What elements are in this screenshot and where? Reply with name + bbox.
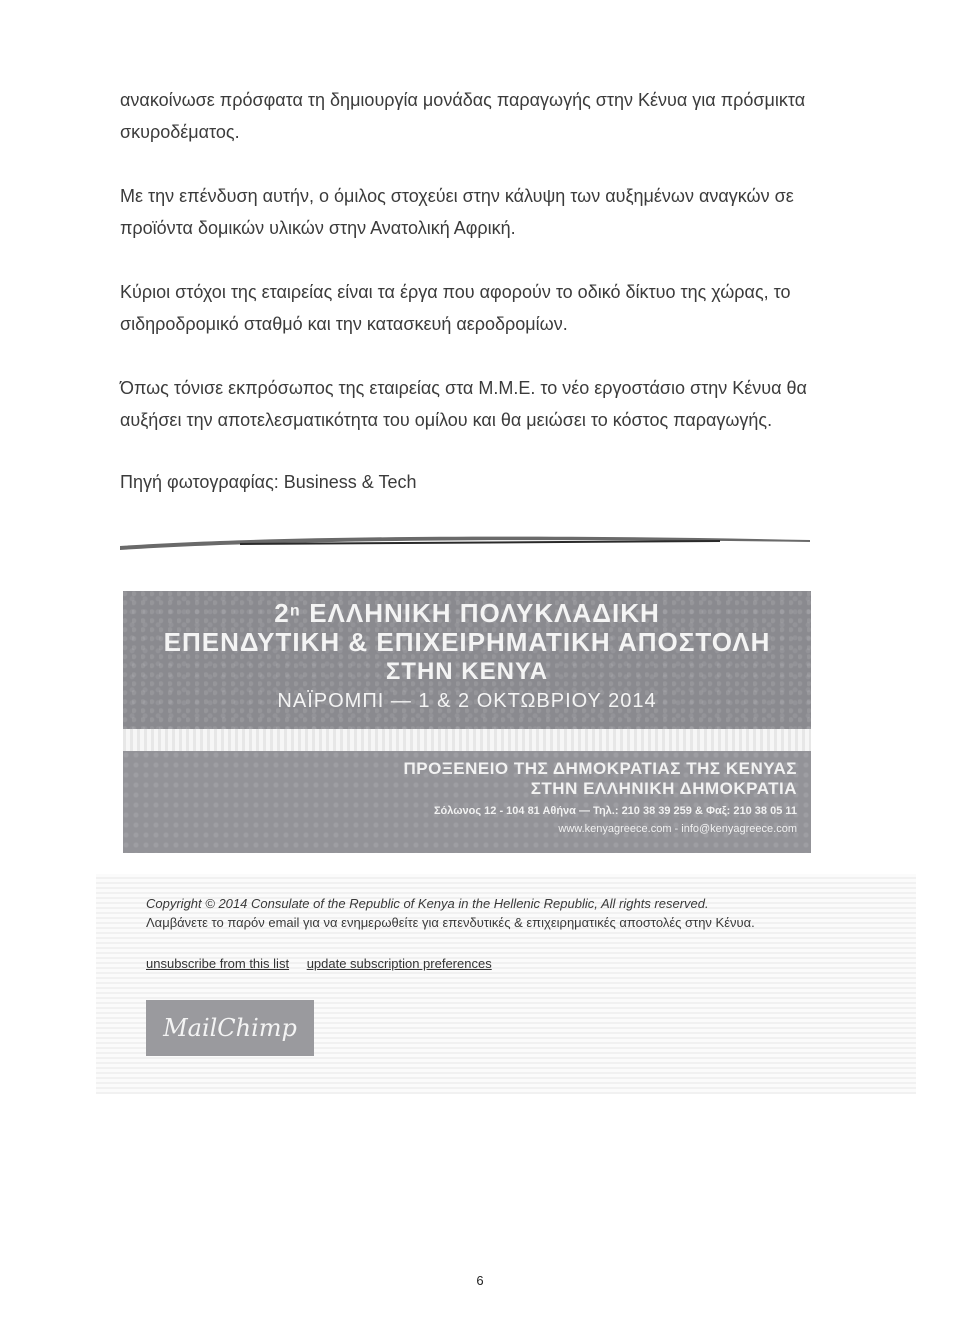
consulate-web: www.kenyagreece.com - info@kenyagreece.com bbox=[558, 823, 797, 835]
paragraph-intro: ανακοίνωσε πρόσφατα τη δημιουργία μονάδας παραγωγής στην Κένυα για πρόσμικτα σκυροδέματος. bbox=[120, 90, 806, 142]
mailchimp-logo[interactable]: MailChimp bbox=[146, 1000, 314, 1056]
divider-rule bbox=[120, 532, 810, 554]
photo-source: Πηγή φωτογραφίας: Business & Tech bbox=[120, 472, 417, 492]
update-preferences-link[interactable]: update subscription preferences bbox=[306, 956, 492, 971]
paragraph-goals: Κύριοι στόχοι της εταιρείας είναι τα έργα που αφορούν το οδικό δίκτυο της χώρας, το σιδηροδρομικό σταθμό και την κατασκευή αεροδρομίων. bbox=[120, 282, 791, 334]
mission-banner bbox=[123, 591, 811, 729]
paragraph-spokesperson: Όπως τόνισε εκπρόσωπος της εταιρείας στα Μ.Μ.Ε. το νέο εργοστάσιο στην Κένυα θα αυξήσει την αποτελεσματικότητα του ομίλου και θα μειώσει το κόστος παραγωγής. bbox=[120, 378, 807, 430]
consulate-title: ΠΡΟΞΕΝΕΙΟ ΤΗΣ ΔΗΜΟΚΡΑΤΙΑΣ ΤΗΣ ΚΕΝΥΑΣ bbox=[403, 759, 797, 778]
unsubscribe-link[interactable]: unsubscribe from this list bbox=[146, 956, 290, 971]
banner-line-3: ΣΤΗΝ ΚΕΝΥΑ bbox=[385, 658, 549, 685]
subscription-note: Λαμβάνετε το παρόν email για να ενημερωθείτε για επενδυτικές & επιχειρηματικές αποστολές στην Κένυα. bbox=[146, 915, 755, 930]
copyright-text: Copyright © 2014 Consulate of the Republic of Kenya in the Hellenic Republic, All rights reserved. bbox=[146, 896, 709, 911]
footer-links bbox=[146, 956, 506, 971]
banner-separator bbox=[123, 729, 811, 751]
banner-line-1: 2ⁿ ΕΛΛΗΝΙΚΗ ΠΟΛΥΚΛΑΔΙΚΗ bbox=[274, 598, 660, 628]
consulate-banner bbox=[123, 751, 811, 853]
consulate-address: Σόλωνος 12 - 104 81 Αθήνα — Τηλ.: 210 38 39 259 & Φαξ: 210 38 05 11 bbox=[433, 805, 797, 817]
paragraph-investment: Με την επένδυση αυτήν, ο όμιλος στοχεύει στην κάλυψη των αυξημένων αναγκών σε προϊόντα δομικών υλικών στην Ανατολική Αφρική. bbox=[120, 186, 794, 238]
consulate-subtitle: ΣΤΗΝ ΕΛΛΗΝΙΚΗ ΔΗΜΟΚΡΑΤΙΑ bbox=[530, 779, 797, 798]
page-number: 6 bbox=[476, 1273, 484, 1288]
banner-dates: ΝΑΪΡΟΜΠΙ — 1 & 2 ΟΚΤΩΒΡΙΟΥ 2014 bbox=[277, 690, 657, 712]
banner-line-2: ΕΠΕΝΔΥΤΙΚΗ & ΕΠΙΧΕΙΡΗΜΑΤΙΚΗ ΑΠΟΣΤΟΛΗ bbox=[163, 627, 771, 657]
